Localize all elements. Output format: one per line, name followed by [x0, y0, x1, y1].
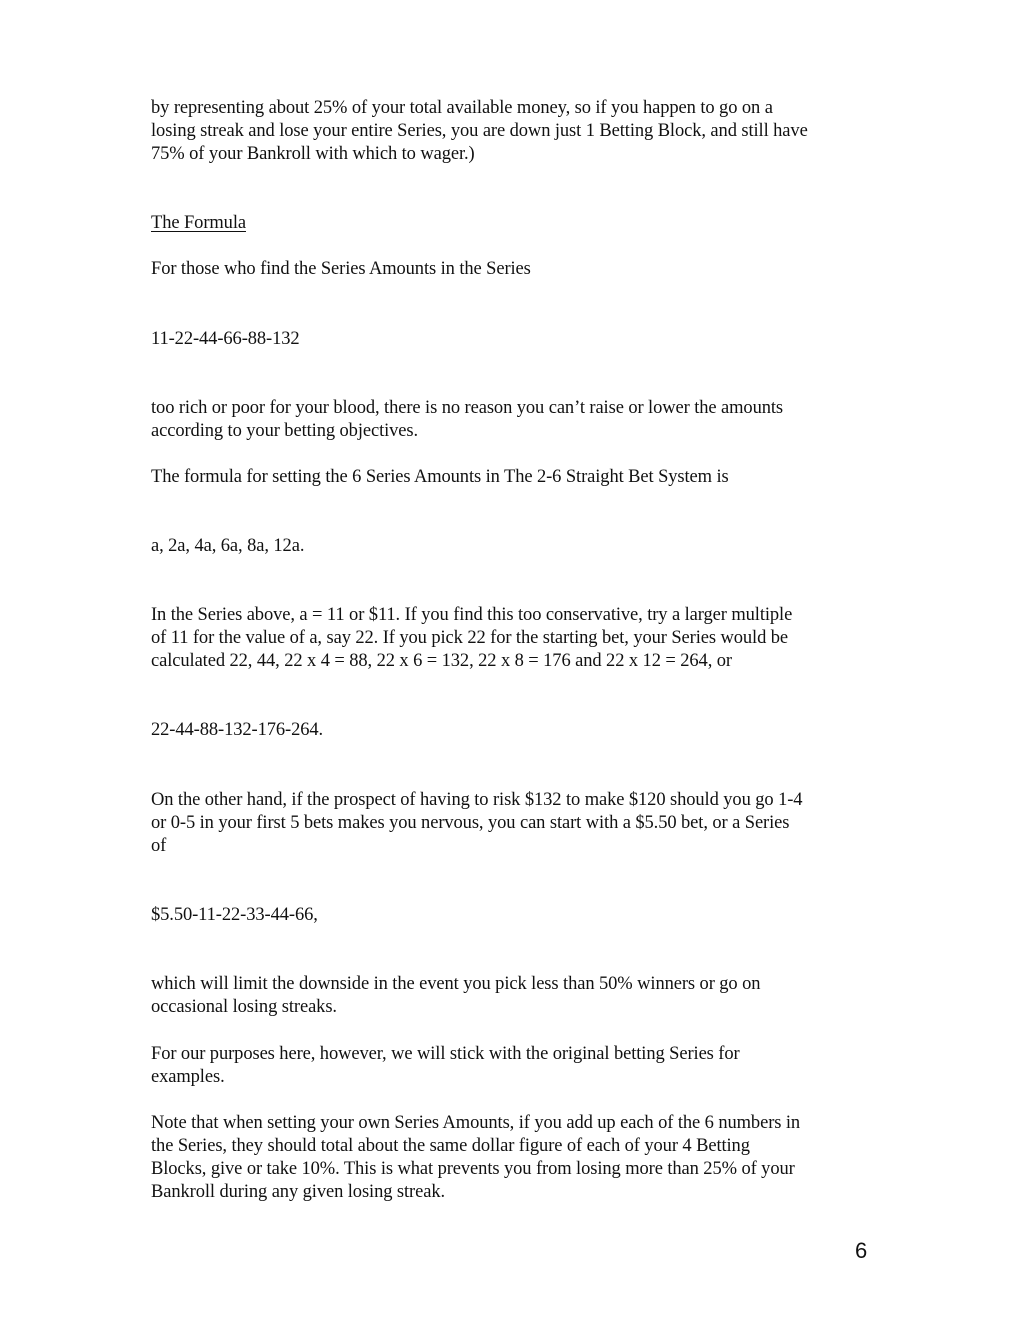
paragraph-line: which will limit the downside in the event you pick less than 50% winners or go on — [151, 974, 761, 994]
formula-line: a, 2a, 4a, 6a, 8a, 12a. — [151, 536, 305, 556]
series-example: 11-22-44-66-88-132 — [151, 329, 300, 349]
paragraph-line: examples. — [151, 1067, 225, 1087]
paragraph-line: calculated 22, 44, 22 x 4 = 88, 22 x 6 = 132, 22 x 8 = 176 and 22 x 12 = 264, or — [151, 651, 732, 671]
paragraph-line: Note that when setting your own Series Amounts, if you add up each of the 6 numbers in — [151, 1113, 801, 1133]
paragraph-line: In the Series above, a = 11 or $11. If you find this too conservative, try a larger multiple — [151, 605, 793, 625]
paragraph-line: or 0-5 in your first 5 bets makes you nervous, you can start with a $5.50 bet, or a Series — [151, 813, 790, 833]
series-example: 22-44-88-132-176-264. — [151, 720, 324, 740]
page-number: 6 — [855, 1238, 868, 1263]
paragraph-line: the Series, they should total about the same dollar figure of each of your 4 Betting — [151, 1136, 750, 1156]
paragraph-line: of 11 for the value of a, say 22. If you pick 22 for the starting bet, your Series would be — [151, 628, 789, 648]
series-example: $5.50-11-22-33-44-66, — [151, 905, 318, 925]
paragraph-line: by representing about 25% of your total available money, so if you happen to go on a — [151, 98, 773, 118]
section-heading: The Formula — [151, 213, 246, 233]
paragraph-line: occasional losing streaks. — [151, 997, 337, 1017]
paragraph-line: 75% of your Bankroll with which to wager.) — [151, 144, 475, 164]
paragraph-line: For those who find the Series Amounts in the Series — [151, 259, 531, 279]
paragraph-line: Blocks, give or take 10%. This is what prevents you from losing more than 25% of your — [151, 1159, 795, 1179]
paragraph-line: For our purposes here, however, we will stick with the original betting Series for — [151, 1044, 740, 1064]
paragraph-line: Bankroll during any given losing streak. — [151, 1182, 446, 1202]
paragraph-line: On the other hand, if the prospect of having to risk $132 to make $120 should you go 1-4 — [151, 790, 803, 810]
paragraph-line: losing streak and lose your entire Series, you are down just 1 Betting Block, and still have — [151, 121, 808, 141]
paragraph-line: of — [151, 836, 167, 856]
paragraph-line: according to your betting objectives. — [151, 421, 419, 441]
paragraph-line: The formula for setting the 6 Series Amounts in The 2-6 Straight Bet System is — [151, 467, 729, 487]
paragraph-line: too rich or poor for your blood, there is no reason you can’t raise or lower the amounts — [151, 398, 784, 418]
